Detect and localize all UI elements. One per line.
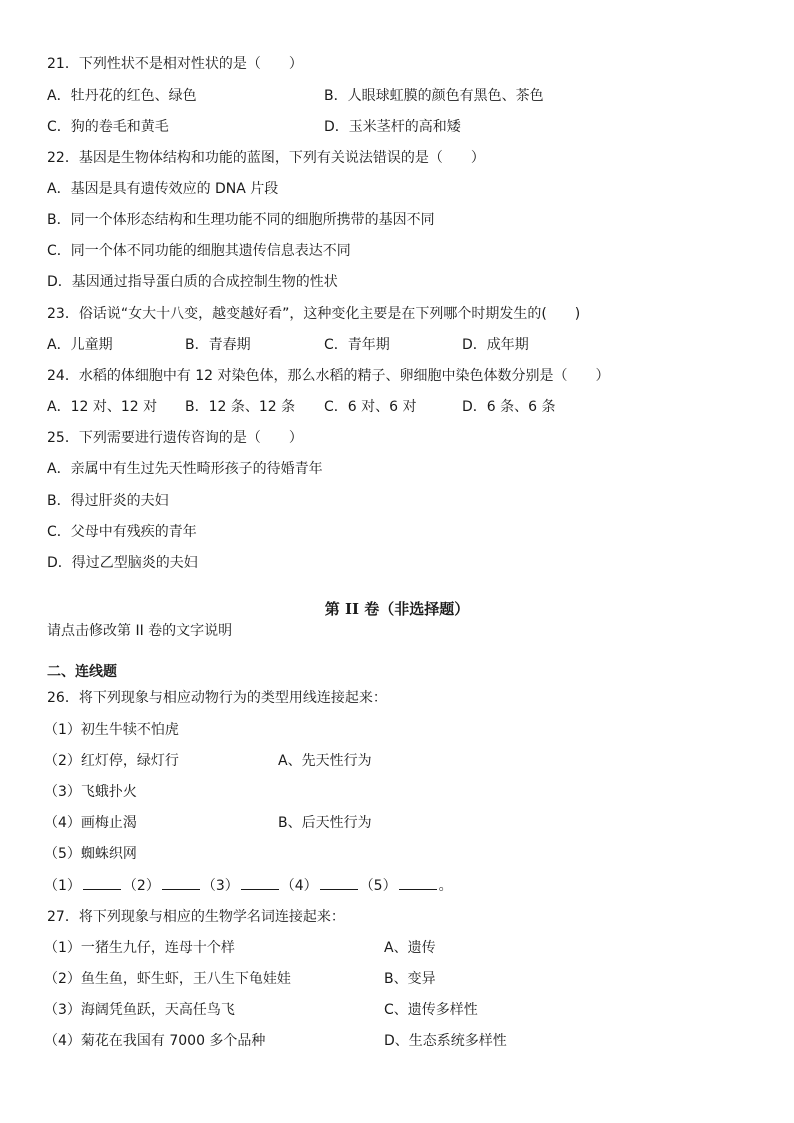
section-2-title: 第 II 卷（非选择题） <box>324 600 470 618</box>
q24-option-a: A．12 对、12 对 <box>47 399 158 415</box>
q27-stem: 27．将下列现象与相应的生物学名词连接起来： <box>47 909 345 925</box>
q23-option-d: D．成年期 <box>462 337 529 353</box>
q25-option-c: C．父母中有残疾的青年 <box>47 524 197 540</box>
section-2-note: 请点击修改第 II 卷的文字说明 <box>47 623 233 639</box>
q24-option-b: B．12 条、12 条 <box>185 399 296 415</box>
q22-option-c: C．同一个体不同功能的细胞其遗传信息表达不同 <box>47 243 351 259</box>
part-2-title: 二、连线题 <box>47 664 117 680</box>
q24-stem: 24．水稻的体细胞中有 12 对染色体，那么水稻的精子、卵细胞中染色体数分别是（ ） <box>47 368 610 384</box>
q22-stem: 22．基因是生物体结构和功能的蓝图，下列有关说法错误的是（ ） <box>47 150 485 166</box>
q27-target-a: A、遗传 <box>384 940 436 956</box>
q24-option-c: C．6 对、6 对 <box>324 399 417 415</box>
q23-option-a: A．儿童期 <box>47 337 113 353</box>
answer-blank-1[interactable] <box>83 876 121 890</box>
q24-option-d: D．6 条、6 条 <box>462 399 556 415</box>
q26-target-b: B、后天性行为 <box>278 815 372 831</box>
q27-item-4: （4）菊花在我国有 7000 多个品种 <box>44 1033 266 1049</box>
q23-stem: 23．俗话说“女大十八变，越变越好看”，这种变化主要是在下列哪个时期发生的( ) <box>47 306 581 322</box>
q26-stem: 26．将下列现象与相应动物行为的类型用线连接起来： <box>47 690 387 706</box>
q25-option-b: B．得过肝炎的夫妇 <box>47 493 169 509</box>
q26-item-4: （4）画梅止渴 <box>44 815 137 831</box>
q25-option-d: D．得过乙型脑炎的夫妇 <box>47 555 198 571</box>
q26-answer-line <box>44 876 453 894</box>
q25-stem: 25．下列需要进行遗传咨询的是（ ） <box>47 430 303 446</box>
answer-label-1: （1） <box>44 878 81 894</box>
answer-label-2: （2） <box>122 878 160 894</box>
q27-item-1: （1）一猪生九仔，连母十个样 <box>44 940 235 956</box>
q21-stem: 21．下列性状不是相对性状的是（ ） <box>47 56 303 72</box>
q26-item-3: （3）飞蛾扑火 <box>44 784 137 800</box>
q26-item-5: （5）蜘蛛织网 <box>44 846 137 862</box>
answer-label-5: （5） <box>359 878 397 894</box>
q25-option-a: A．亲属中有生过先天性畸形孩子的待婚青年 <box>47 461 323 477</box>
answer-label-3: （3） <box>201 878 239 894</box>
answer-blank-3[interactable] <box>241 876 279 890</box>
q27-target-c: C、遗传多样性 <box>384 1002 478 1018</box>
q21-option-b: B．人眼球虹膜的颜色有黑色、茶色 <box>324 88 544 104</box>
q27-item-2: （2）鱼生鱼，虾生虾，王八生下龟娃娃 <box>44 971 291 987</box>
answer-blank-2[interactable] <box>162 876 200 890</box>
answer-label-4: （4） <box>280 878 318 894</box>
q22-option-a: A．基因是具有遗传效应的 DNA 片段 <box>47 181 279 197</box>
q21-option-a: A．牡丹花的红色、绿色 <box>47 88 197 104</box>
q22-option-b: B．同一个体形态结构和生理功能不同的细胞所携带的基因不同 <box>47 212 435 228</box>
q27-target-b: B、变异 <box>384 971 436 987</box>
answer-end-mark: 。 <box>438 878 453 894</box>
q26-item-2: （2）红灯停，绿灯行 <box>44 753 179 769</box>
answer-blank-4[interactable] <box>320 876 358 890</box>
q22-option-d: D．基因通过指导蛋白质的合成控制生物的性状 <box>47 274 338 290</box>
answer-blank-5[interactable] <box>399 876 437 890</box>
q23-option-c: C．青年期 <box>324 337 390 353</box>
q21-option-c: C．狗的卷毛和黄毛 <box>47 119 169 135</box>
q21-option-d: D．玉米茎杆的高和矮 <box>324 119 461 135</box>
q23-option-b: B．青春期 <box>185 337 251 353</box>
q27-item-3: （3）海阔凭鱼跃，天高任鸟飞 <box>44 1002 235 1018</box>
q26-item-1: （1）初生牛犊不怕虎 <box>44 722 179 738</box>
q26-target-a: A、先天性行为 <box>278 753 372 769</box>
q27-target-d: D、生态系统多样性 <box>384 1033 507 1049</box>
